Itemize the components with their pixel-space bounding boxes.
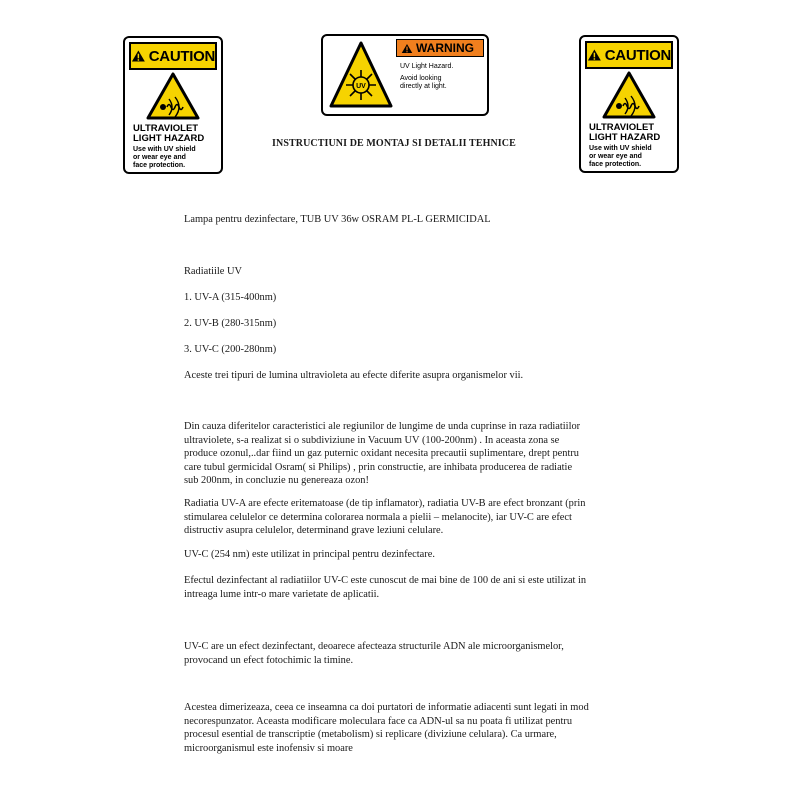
warning-text-avoid [400,75,484,91]
paragraph-uv-types: Aceste trei tipuri de lumina ultravioleta au efecte diferite asupra organismelor vii. [184,370,524,381]
paragraph-line: care tubul germicidal Osram( si Philips) , prin constructie, are inhibata producerea de radiatie [184,461,573,473]
warning-sign-center [321,34,489,116]
paragraph-line: microorganismul este inofensiv si moare [184,742,353,754]
caution-instruction-line: face protection. [589,161,642,168]
uv-hazard-pictogram [585,69,673,121]
uv-list-item: 3. UV-C (200-280nm) [184,344,277,355]
caution-instruction-line: or wear eye and [589,153,642,160]
product-line: Lampa pentru dezinfectare, TUB UV 36w OSRAM PL-L GERMICIDAL [184,214,491,225]
caution-header [129,42,217,70]
paragraph-dna-effect [184,640,624,667]
paragraph-line: distructiv asupra celulelor, determinand grave leziuni celulare. [184,525,444,536]
warning-header [396,39,484,57]
uv-radiation-icon [601,70,657,120]
uv-list-item: 1. UV-A (315-400nm) [184,292,277,303]
paragraph-known-effect [184,574,624,601]
paragraph-line: Din cauza diferitelor caracteristici ale regiunilor de lungime de unda cuprinse in raza radiatiilor [184,421,581,432]
paragraph-line: stimularea celulelor ce determina colorarea normala a pielii – melanocite), iar UV-C are efect [184,511,572,523]
caution-title [133,124,217,144]
caution-header-label: CAUTION [148,47,215,65]
paragraph-line: sub 200nm, in concluzie nu genereaza ozon! [184,475,369,486]
caution-title-line: LIGHT HAZARD [589,132,661,143]
paragraph-line: necorespunzator. Aceasta modificare moleculara face ca ADN-ul sa nu poata fi utilizat pentru [184,715,573,727]
paragraph-line: Radiatia UV-A are efecte eritematoase (de tip inflamator), radiatia UV-B are efect bronzant (prin [184,498,586,509]
warning-header-label: WARNING [416,41,474,55]
section-heading-uv: Radiatiile UV [184,266,243,277]
paragraph-uv-effects [184,497,624,538]
warning-triangle-icon [401,43,413,54]
warning-text-hazard: UV Light Hazard. [400,63,454,70]
caution-title-line: ULTRAVIOLET [133,123,199,134]
warning-triangle-icon [587,48,602,62]
caution-header [585,41,673,69]
caution-instruction-line: face protection. [133,162,186,169]
paragraph-line: ultraviolete, s-a realizat si o subdiviziune in Vacuum UV (100-200nm) . In aceasta zona se [184,434,560,446]
uv-sun-pictogram [326,39,396,111]
paragraph-line: procesul esential de transcriptie (metabolism) si replicare (diviziune celulara). Ca urmare, [184,729,557,740]
paragraph-line: Efectul dezinfectant al radiatiilor UV-C este cunoscut de mai bine de 100 de ani si este utilizat in [184,575,587,586]
warning-text-line: directly at light. [400,83,447,90]
paragraph-line: produce ozonul,..dar fiind un gaz puternic oxidant necesita precautii suplimentare, drept pentru [184,448,579,459]
caution-instructions [589,145,673,169]
warning-triangle-icon [131,49,146,63]
paragraph-line: Acestea dimerizeaza, ceea ce inseamna ca doi purtatori de informatie adiacenti sunt legati in mod [184,702,589,713]
caution-sign-right [579,35,679,173]
paragraph-line: intreaga lume intr-o mare varietate de aplicatii. [184,588,380,600]
caution-instruction-line: or wear eye and [133,154,186,161]
caution-title [589,123,673,143]
caution-sign-left [123,36,223,174]
uv-list-item: 2. UV-B (280-315nm) [184,318,277,329]
page-title: INSTRUCTIUNI DE MONTAJ SI DETALII TEHNICE [272,138,516,149]
caution-title-line: ULTRAVIOLET [589,122,655,133]
caution-instructions [133,146,217,170]
caution-instruction-line: Use with UV shield [133,146,196,153]
paragraph-line: UV-C are un efect dezinfectant, deoarece afecteaza structurile ADN ale microorganismelor, [184,641,564,652]
uv-hazard-pictogram [129,70,217,122]
uv-radiation-icon [145,71,201,121]
warning-text-line: Avoid looking [400,75,442,82]
paragraph-vacuum-uv [184,420,624,488]
caution-header-label: CAUTION [604,46,671,64]
uv-sun-warning-icon [328,40,394,110]
caution-instruction-line: Use with UV shield [589,145,652,152]
paragraph-line: provocand un efect fotochimic la timine. [184,654,354,666]
uv-symbol-label: UV [356,83,366,90]
paragraph-dimerization [184,701,624,755]
caution-title-line: LIGHT HAZARD [133,133,205,144]
paragraph-uvc-usage: UV-C (254 nm) este utilizat in principal pentru dezinfectare. [184,549,435,560]
